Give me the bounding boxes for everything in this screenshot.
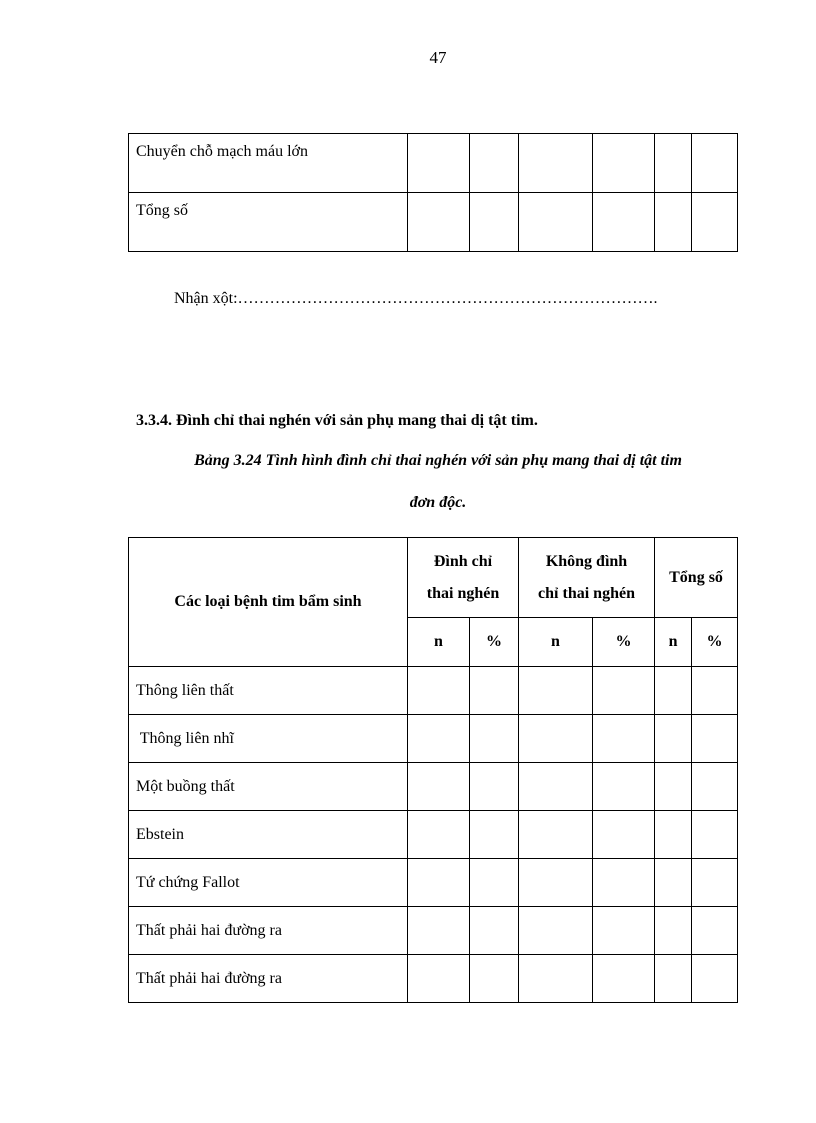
table-cell [470,763,519,811]
row-label: Một buồng thất [129,763,408,811]
table-cell [655,763,692,811]
subheader-n: n [655,618,692,667]
table-cell [692,763,738,811]
table-cell [692,859,738,907]
table-cell [593,907,655,955]
table-cell [593,859,655,907]
table-cell [692,955,738,1003]
top-table [128,133,738,252]
table-cell [470,955,519,1003]
table-row [129,715,738,763]
table-row [129,811,738,859]
table-caption-line1: Bảng 3.24 Tình hình đình chỉ thai nghén với sản phụ mang thai dị tật tim [194,452,682,469]
row-label: Ebstein [129,811,408,859]
header-group-3: Tổng số [655,538,738,618]
row-label: Tứ chứng Fallot [129,859,408,907]
table-cell [470,193,519,252]
header-group-1 [408,538,519,618]
table-cell [655,134,692,193]
subheader-pct: % [692,618,738,667]
table-cell [692,811,738,859]
table-cell [408,859,470,907]
table-caption-line2: đơn độc. [409,494,467,511]
row-label: Thất phải hai đường ra [129,955,408,1003]
row-label: Tổng số [129,193,408,252]
note-text: Nhận xột:……………………………………………………………………. [174,290,658,307]
table-cell [519,715,593,763]
main-table [128,537,738,1003]
table-cell [655,955,692,1003]
table-row [129,667,738,715]
table-cell [408,763,470,811]
table-cell [692,193,738,252]
header-group-1-line2: thai nghén [426,584,500,602]
table-cell [408,811,470,859]
table-cell [519,134,593,193]
row-label: Thông liên nhĩ [129,715,408,763]
table-cell [593,193,655,252]
table-row [129,859,738,907]
table-cell [519,667,593,715]
table-cell [519,955,593,1003]
table-cell [655,667,692,715]
header-group-1-line1: Đình chỉ [433,552,493,570]
table-cell [408,715,470,763]
table-cell [408,955,470,1003]
table-cell [593,715,655,763]
page-number: 47 [429,48,447,67]
table-cell [519,193,593,252]
row-label: Chuyển chỗ mạch máu lớn [129,134,408,193]
table-cell [692,667,738,715]
table-cell [470,859,519,907]
table-cell [408,907,470,955]
table-cell [692,907,738,955]
table-row [129,907,738,955]
table-cell [519,907,593,955]
subheader-n: n [519,618,593,667]
table-row [129,193,738,252]
table-cell [408,193,470,252]
section-heading: 3.3.4. Đình chỉ thai nghén với sản phụ mang thai dị tật tim. [136,412,538,429]
table-cell [655,193,692,252]
row-label: Thất phải hai đường ra [129,907,408,955]
table-cell [593,763,655,811]
table-cell [470,907,519,955]
table-cell [593,811,655,859]
table-cell [692,134,738,193]
row-label: Thông liên thất [129,667,408,715]
table-cell [655,811,692,859]
table-cell [408,134,470,193]
table-cell [593,134,655,193]
table-row [129,955,738,1003]
header-disease: Các loại bệnh tim bẩm sinh [129,538,408,667]
table-row [129,134,738,193]
table-cell [519,811,593,859]
subheader-n: n [408,618,470,667]
table-cell [470,134,519,193]
subheader-pct: % [470,618,519,667]
table-cell [692,715,738,763]
table-cell [655,715,692,763]
header-group-2 [519,538,655,618]
table-cell [470,667,519,715]
table-cell [655,859,692,907]
table-cell [519,859,593,907]
table-cell [408,667,470,715]
header-row [129,538,738,618]
table-cell [593,667,655,715]
table-cell [655,907,692,955]
table-cell [593,955,655,1003]
header-group-2-line2: chỉ thai nghén [538,584,635,602]
table-cell [470,811,519,859]
table-cell [470,715,519,763]
header-group-2-line1: Không đình [545,552,628,570]
table-cell [519,763,593,811]
table-row [129,763,738,811]
subheader-pct: % [593,618,655,667]
